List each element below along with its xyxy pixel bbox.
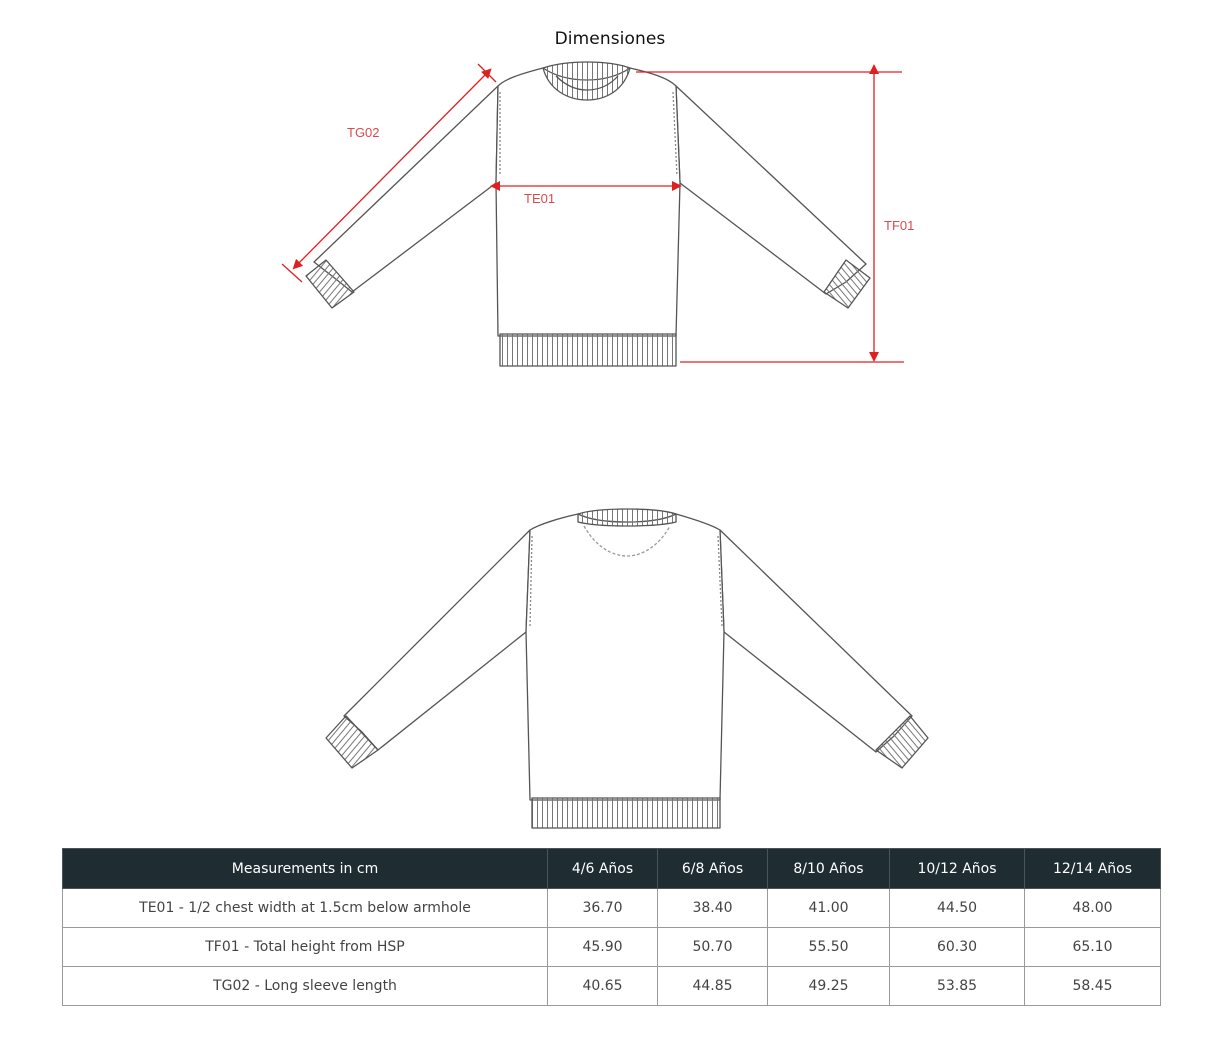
sweater-back	[326, 509, 928, 828]
header-size-12-14: 12/14 Años	[1025, 849, 1161, 889]
back-left-sleeve	[344, 530, 530, 750]
table-cell: 45.90	[548, 928, 658, 967]
table-cell: 49.25	[768, 967, 890, 1006]
table-cell: 65.10	[1025, 928, 1161, 967]
page-title: Dimensiones	[554, 29, 666, 49]
back-collar	[578, 509, 676, 526]
table-cell: 53.85	[890, 967, 1025, 1006]
table-cell: 48.00	[1025, 889, 1161, 928]
row-label: TF01 - Total height from HSP	[63, 928, 548, 967]
table-cell: 38.40	[658, 889, 768, 928]
table-row	[63, 889, 1161, 928]
row-label: TE01 - 1/2 chest width at 1.5cm below armhole	[63, 889, 548, 928]
chest-label: TE01	[524, 191, 556, 206]
back-hem-rib	[532, 798, 720, 828]
header-size-6-8: 6/8 Años	[658, 849, 768, 889]
table-cell: 41.00	[768, 889, 890, 928]
sleeve-label: TG02	[347, 125, 380, 140]
table-header-row	[63, 849, 1161, 889]
table-cell: 44.50	[890, 889, 1025, 928]
table-cell: 40.65	[548, 967, 658, 1006]
front-hem-rib	[500, 334, 676, 366]
back-body	[526, 514, 724, 800]
table-cell: 55.50	[768, 928, 890, 967]
table-cell: 44.85	[658, 967, 768, 1006]
back-right-sleeve	[720, 530, 912, 752]
header-size-4-6: 4/6 Años	[548, 849, 658, 889]
header-size-8-10: 8/10 Años	[768, 849, 890, 889]
size-table	[62, 848, 1161, 1006]
table-cell: 58.45	[1025, 967, 1161, 1006]
front-right-sleeve	[676, 86, 866, 294]
height-label: TF01	[884, 218, 915, 233]
table-cell: 36.70	[548, 889, 658, 928]
front-left-sleeve	[314, 86, 498, 292]
row-label: TG02 - Long sleeve length	[63, 967, 548, 1006]
sweater-front	[306, 62, 870, 366]
table-cell: 50.70	[658, 928, 768, 967]
table-row	[63, 928, 1161, 967]
table-cell: 60.30	[890, 928, 1025, 967]
table-row	[63, 967, 1161, 1006]
header-measurements: Measurements in cm	[63, 849, 548, 889]
header-size-10-12: 10/12 Años	[890, 849, 1025, 889]
